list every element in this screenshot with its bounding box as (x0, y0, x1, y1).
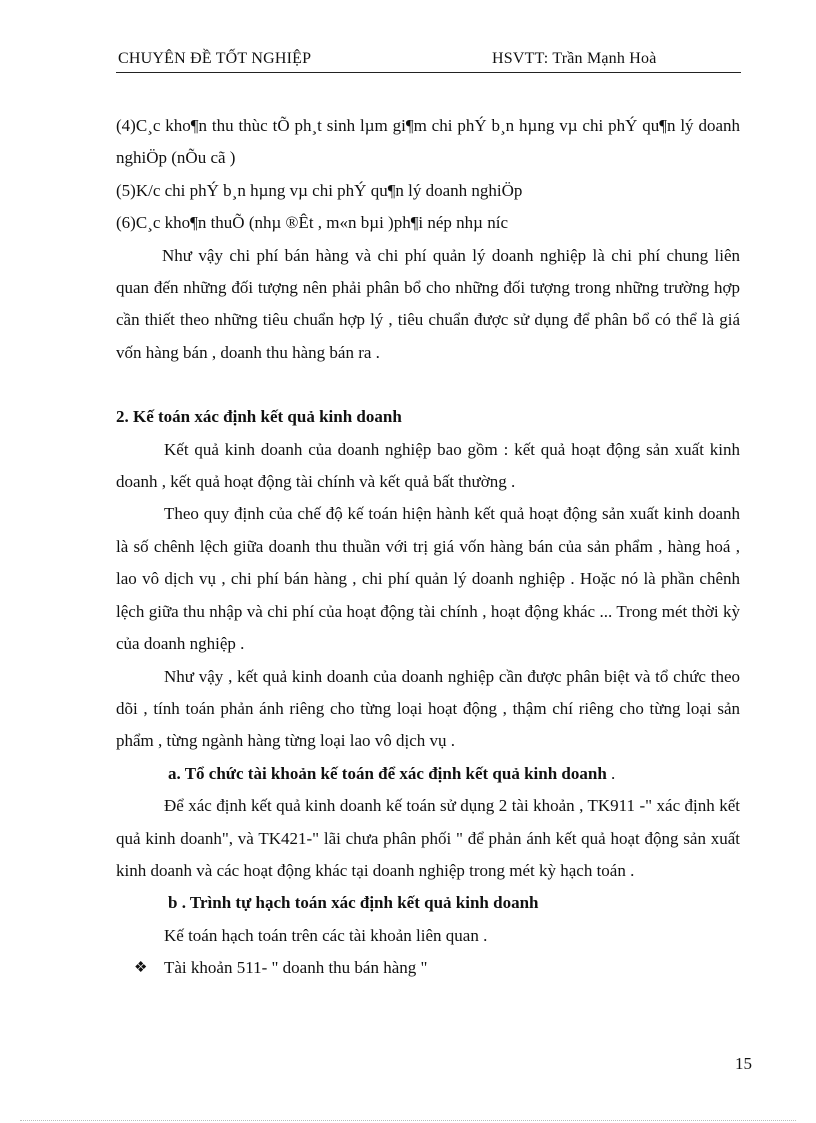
paragraph-6: (6)C¸c kho¶n thuÕ (nhµ ®Êt , m«n bµi )ph¶i nép nhµ níc (116, 213, 508, 233)
bullet-item-text: Tài khoản 511- " doanh thu bán hàng " (164, 958, 428, 978)
page-header (116, 48, 741, 73)
page-number: 15 (735, 1054, 752, 1073)
header-author: HSVTT: Trần Mạnh Hoà (492, 50, 657, 67)
paragraph-5: (5)K/c chi phÝ b¸n hµng vµ chi phÝ qu¶n lý doanh nghiÖp (116, 180, 523, 200)
paragraph-tracking: Như vậy , kết quả kinh doanh của doanh nghiệp cần được phân biệt và tổ chức theo dõi , tính toán phản ánh riêng cho từng loại hoạt động , thậm chí riêng cho từng loại sản phẩm , từng ngành hàng từng loại lao vô dịch vụ . (116, 666, 740, 751)
document-body (116, 110, 740, 985)
paragraph-summary: Như vậy chi phí bán hàng và chi phí quản lý doanh nghiệp là chi phí chung liên quan đến những đối tượng nên phải phân bổ cho những đối tượng trong những trường hợp cần thiết theo những tiêu chuẩn hợp lý , tiêu chuẩn được sử dụng để phân bổ có thể là giá vốn hàng bán , doanh thu hàng bán ra . (116, 245, 740, 362)
header-title: CHUYÊN ĐỀ TỐT NGHIỆP (118, 50, 312, 67)
paragraph-accounts: Để xác định kết quả kinh doanh kế toán sử dụng 2 tài khoản , TK911 -" xác định kết quả kinh doanh", và TK421-" lãi chưa phân phối " để phản ánh kết quả hoạt động sản xuất kinh doanh và các hoạt động khác tại doanh nghiệp trong mét kỳ hạch toán . (116, 796, 740, 880)
paragraph-4: (4)C¸c kho¶n thu thùc tÕ ph¸t sinh lµm gi¶m chi phÝ b¸n hµng vµ chi phÝ qu¶n lý doanh nghiÖp (nÕu cã ) (116, 116, 740, 168)
paragraph-regulation: Theo quy định của chế độ kế toán hiện hành kết quả hoạt động sản xuất kinh doanh là số chênh lệch giữa doanh thu thuần với trị giá vốn hàng bán của sản phẩm , hàng hoá , lao vô dịch vụ , chi phí bán hàng , chi phí quản lý doanh nghiệp . Hoặc nó là phần chênh lệch giữa thu nhập và chi phí của hoạt động tài chính , hoạt động khác ... Trong mét thời kỳ của doanh nghiệp . (116, 504, 740, 654)
subsection-heading-a-text: a. Tổ chức tài khoản kế toán để xác định kết quả kinh doanh (168, 763, 607, 783)
section-heading-2: 2. Kế toán xác định kết quả kinh doanh (116, 407, 402, 427)
paragraph-accounting: Kế toán hạch toán trên các tài khoản liên quan . (164, 925, 488, 945)
paragraph-results: Kết quả kinh doanh của doanh nghiệp bao gồm : kết quả hoạt động sản xuất kinh doanh , kết quả hoạt động tài chính và kết quả bất thường . (116, 439, 740, 492)
page-bottom-divider (20, 1120, 796, 1121)
diamond-bullet-icon: ❖ (134, 960, 148, 977)
subsection-heading-a (116, 758, 740, 790)
subsection-heading-a-tail: . (606, 763, 616, 783)
subsection-heading-b: b . Trình tự hạch toán xác định kết quả kinh doanh (168, 893, 539, 913)
bullet-item-511 (116, 952, 740, 984)
